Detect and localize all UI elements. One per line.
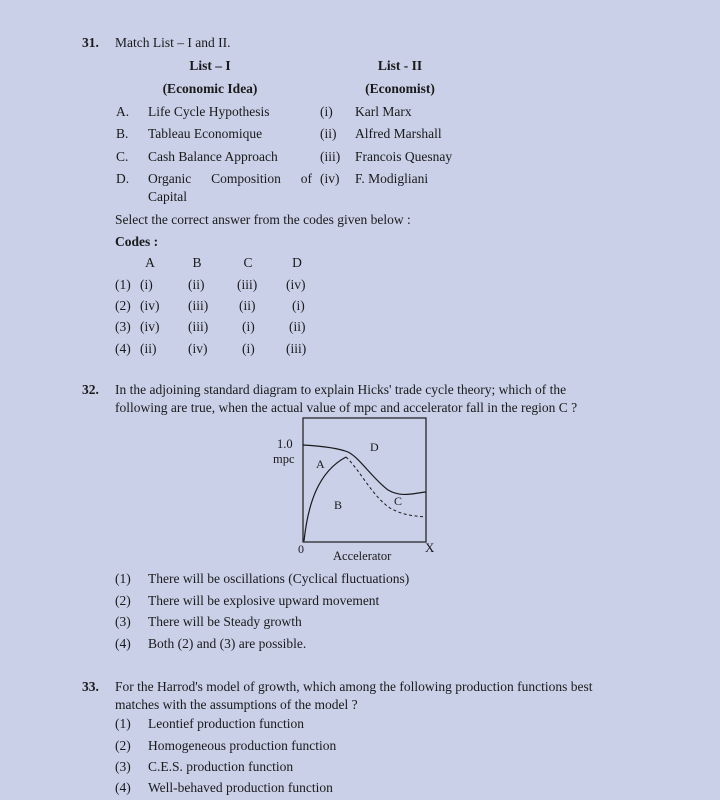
- code-header: C: [243, 255, 253, 270]
- code-value: (ii): [140, 341, 157, 356]
- instruction-text: Select the correct answer from the codes given below :: [115, 212, 411, 227]
- economic-idea: Cash Balance Approach: [148, 149, 278, 164]
- code-value: (iii): [237, 277, 258, 292]
- code-header: B: [192, 255, 202, 270]
- economist: F. Modigliani: [355, 171, 429, 186]
- option-text: There will be explosive upward movement: [148, 593, 380, 608]
- economic-idea: Tableau Economique: [148, 126, 263, 141]
- economic-idea-continued: Capital: [148, 189, 187, 204]
- row-letter: A.: [116, 104, 130, 119]
- code-value: (iv): [286, 277, 306, 292]
- roman-numeral: (ii): [320, 126, 337, 141]
- list1-subtitle: (Economic Idea): [162, 81, 258, 96]
- economic-idea: Organic Composition of: [148, 171, 312, 186]
- region-a-label: A: [316, 457, 325, 471]
- option-number: (1): [115, 571, 131, 586]
- boundary-curve-dashed: [346, 457, 426, 517]
- roman-numeral: (iii): [320, 149, 341, 164]
- origin-label: 0: [298, 542, 304, 556]
- option-text: Both (2) and (3) are possible.: [148, 636, 307, 651]
- row-letter: C.: [116, 149, 129, 164]
- option-text: Homogeneous production function: [148, 738, 337, 753]
- list1-title: List – I: [189, 58, 231, 73]
- economist: Alfred Marshall: [355, 126, 442, 141]
- question-text-line2: matches with the assumptions of the model ?: [115, 697, 358, 712]
- option-number: (3): [115, 759, 131, 774]
- code-value: (ii): [188, 277, 205, 292]
- option-number: (1): [115, 716, 131, 731]
- x-axis-label: Accelerator: [333, 549, 392, 563]
- code-value: (iii): [188, 319, 209, 334]
- question-number: 32.: [82, 382, 99, 397]
- code-value: (i): [140, 277, 153, 292]
- code-value: (i): [292, 298, 305, 313]
- option-number: (2): [115, 593, 131, 608]
- option-text: Well-behaved production function: [148, 780, 333, 795]
- region-d-label: D: [370, 440, 379, 454]
- code-value: (iii): [286, 341, 307, 356]
- option-text: There will be oscillations (Cyclical fluctuations): [148, 571, 410, 586]
- code-value: (i): [242, 319, 255, 334]
- option-number: (1): [115, 277, 131, 292]
- question-text-line1: For the Harrod's model of growth, which among the following production functions best: [115, 679, 593, 694]
- roman-numeral: (i): [320, 104, 333, 119]
- y-axis-label: mpc: [273, 452, 295, 466]
- economist: Karl Marx: [355, 104, 412, 119]
- code-value: (iii): [188, 298, 209, 313]
- code-header: A: [145, 255, 155, 270]
- row-letter: B.: [116, 126, 129, 141]
- code-value: (iv): [140, 319, 160, 334]
- option-number: (3): [115, 319, 131, 334]
- option-text: C.E.S. production function: [148, 759, 294, 774]
- list2-subtitle: (Economist): [365, 81, 435, 96]
- x-end-label: X: [425, 540, 435, 555]
- option-text: Leontief production function: [148, 716, 304, 731]
- question-number: 33.: [82, 679, 99, 694]
- region-b-label: B: [334, 498, 343, 512]
- option-number: (2): [115, 298, 131, 313]
- region-c-label: C: [394, 494, 403, 508]
- economic-idea: Life Cycle Hypothesis: [148, 104, 270, 119]
- option-number: (3): [115, 614, 131, 629]
- codes-label: Codes :: [115, 234, 159, 249]
- roman-numeral: (iv): [320, 171, 340, 186]
- code-value: (ii): [239, 298, 256, 313]
- question-text-line2: following are true, when the actual value of mpc and accelerator fall in the region C ?: [115, 400, 578, 415]
- row-letter: D.: [116, 171, 130, 186]
- option-number: (4): [115, 636, 131, 651]
- question-text-line1: In the adjoining standard diagram to explain Hicks' trade cycle theory; which of the: [115, 382, 567, 397]
- economist: Francois Quesnay: [355, 149, 453, 164]
- code-header: D: [292, 255, 302, 270]
- question-number: 31.: [82, 35, 99, 50]
- code-value: (ii): [289, 319, 306, 334]
- question-prompt: Match List – I and II.: [115, 35, 231, 50]
- option-number: (4): [115, 341, 131, 356]
- hicks-diagram: [260, 412, 450, 567]
- code-value: (iv): [140, 298, 160, 313]
- code-value: (iv): [188, 341, 208, 356]
- option-text: There will be Steady growth: [148, 614, 302, 629]
- code-value: (i): [242, 341, 255, 356]
- option-number: (4): [115, 780, 131, 795]
- option-number: (2): [115, 738, 131, 753]
- y-tick-label: 1.0: [277, 437, 293, 451]
- list2-title: List - II: [377, 58, 423, 73]
